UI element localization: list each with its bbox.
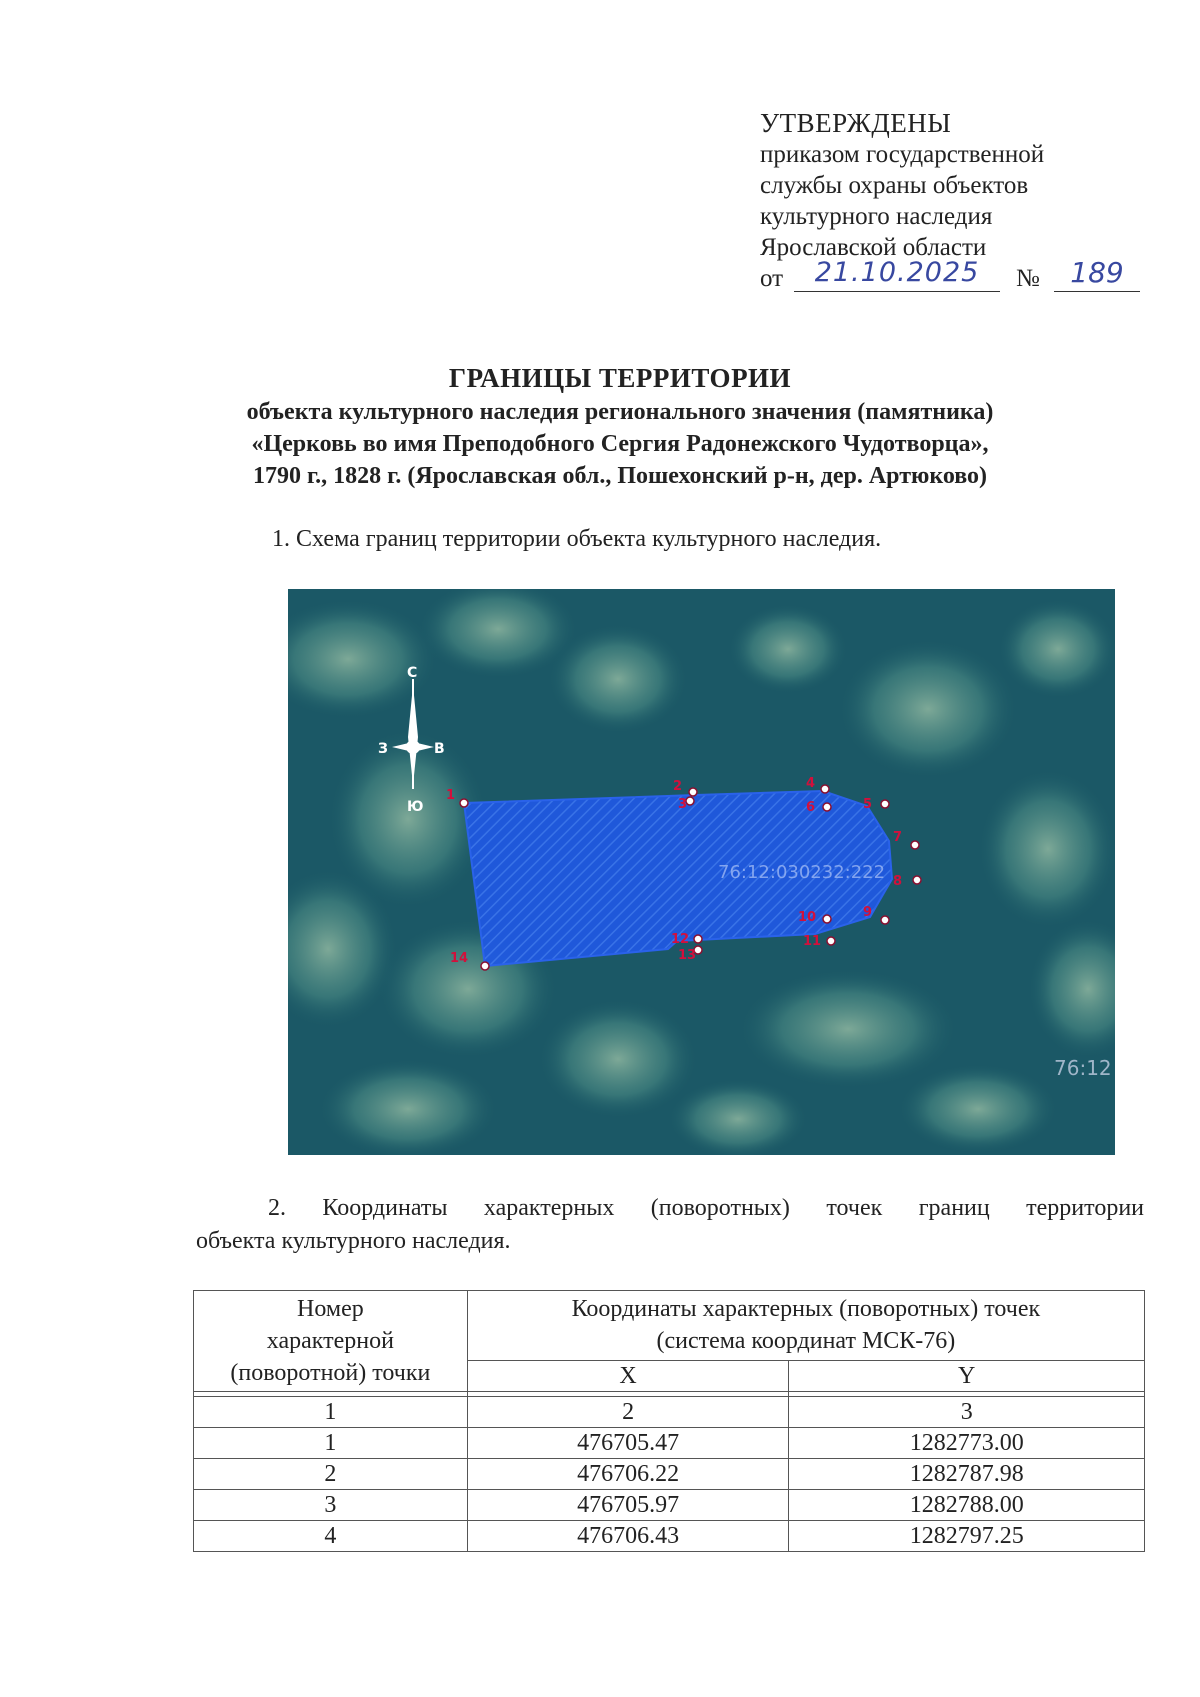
table-row — [194, 1521, 1145, 1552]
boundary-point-label-11: 11 — [803, 934, 822, 949]
numbering-cell: 3 — [789, 1397, 1145, 1428]
table-row — [194, 1459, 1145, 1490]
title-line-2: «Церковь во имя Преподобного Сергия Радонежского Чудотворца», — [251, 431, 989, 457]
x-cell: 476705.97 — [467, 1490, 789, 1521]
boundary-point-label-8: 8 — [893, 874, 903, 889]
y-cell: 1282787.98 — [789, 1459, 1145, 1490]
quarter-label: 76:12 — [1054, 1056, 1112, 1080]
approval-line-2: службы охраны объектов — [760, 172, 1029, 199]
title-line-3: 1790 г., 1828 г. (Ярославская обл., Пошехонский р-н, дер. Артюково) — [252, 463, 988, 489]
y-cell: 1282773.00 — [789, 1428, 1145, 1459]
header-coords-line-1: Координаты характерных (поворотных) точек — [571, 1296, 1041, 1323]
compass-south: Ю — [407, 799, 424, 815]
boundary-point-label-1: 1 — [446, 788, 456, 803]
header-point-line-2: характерной — [266, 1328, 394, 1354]
y-cell: 1282797.25 — [789, 1521, 1145, 1552]
title-line-1: объекта культурного наследия регионального значения (памятника) — [246, 399, 994, 425]
boundary-point-label-9: 9 — [863, 905, 873, 920]
handwritten-date: 21.10.2025 — [794, 257, 1000, 292]
point-cell: 4 — [194, 1521, 468, 1552]
boundary-point-label-14: 14 — [450, 951, 469, 966]
compass-east: В — [434, 741, 445, 757]
x-cell: 476706.22 — [467, 1459, 789, 1490]
document-title — [180, 360, 1060, 492]
approval-heading: УТВЕРЖДЕНЫ — [760, 108, 952, 138]
date-label: от — [760, 265, 784, 292]
compass-west: З — [378, 741, 388, 757]
section-1-heading: 1. Схема границ территории объекта культурного наследия. — [272, 526, 882, 552]
number-label: № — [1016, 265, 1040, 292]
y-cell: 1282788.00 — [789, 1490, 1145, 1521]
compass-north: С — [407, 665, 418, 681]
table-header-row — [194, 1291, 1145, 1361]
coordinates-table — [193, 1290, 1145, 1552]
table-row — [194, 1428, 1145, 1459]
point-cell: 2 — [194, 1459, 468, 1490]
header-x: X — [467, 1360, 789, 1391]
cadastral-number-label: 76:12:030232:222 — [718, 862, 886, 883]
boundary-point-label-2: 2 — [673, 779, 683, 794]
header-coords-line-2: (система координат МСК-76) — [656, 1328, 956, 1355]
approval-line-1: приказом государственной — [760, 141, 1045, 168]
header-point-line-1: Номер — [297, 1296, 364, 1322]
boundary-point-label-10: 10 — [798, 910, 817, 925]
handwritten-number: 189 — [1054, 257, 1140, 292]
approval-block — [760, 108, 1140, 297]
numbering-cell: 1 — [194, 1397, 468, 1428]
numbering-cell: 2 — [467, 1397, 789, 1428]
header-coordinates — [467, 1291, 1144, 1361]
approval-line-4: Ярославской области — [760, 234, 987, 261]
x-cell: 476706.43 — [467, 1521, 789, 1552]
boundary-point-label-7: 7 — [893, 830, 903, 845]
section-2-line-2: объекта культурного наследия. — [196, 1228, 511, 1254]
point-cell: 1 — [194, 1428, 468, 1459]
boundary-point-label-4: 4 — [806, 776, 816, 791]
boundary-point-label-3: 3 — [678, 797, 688, 812]
section-2-line-1: 2. Координаты характерных (поворотных) точек границ территории — [268, 1195, 1144, 1221]
boundary-point-label-6: 6 — [806, 800, 816, 815]
header-point-line-3: (поворотной) точки — [230, 1360, 431, 1386]
table-numbering-row — [194, 1397, 1145, 1428]
x-cell: 476705.47 — [467, 1428, 789, 1459]
section-2-text — [196, 1192, 1144, 1258]
header-point-number — [194, 1291, 468, 1392]
map-svg — [288, 589, 1115, 1155]
approval-date-row — [760, 256, 1140, 297]
header-y: Y — [789, 1360, 1145, 1391]
boundary-point-label-12: 12 — [671, 932, 690, 947]
title-main: ГРАНИЦЫ ТЕРРИТОРИИ — [448, 363, 792, 393]
point-cell: 3 — [194, 1490, 468, 1521]
boundary-scheme-map — [288, 589, 1115, 1155]
boundary-point-label-5: 5 — [863, 797, 873, 812]
approval-line-3: культурного наследия — [760, 203, 993, 230]
table-row — [194, 1490, 1145, 1521]
boundary-point-label-13: 13 — [678, 948, 697, 963]
